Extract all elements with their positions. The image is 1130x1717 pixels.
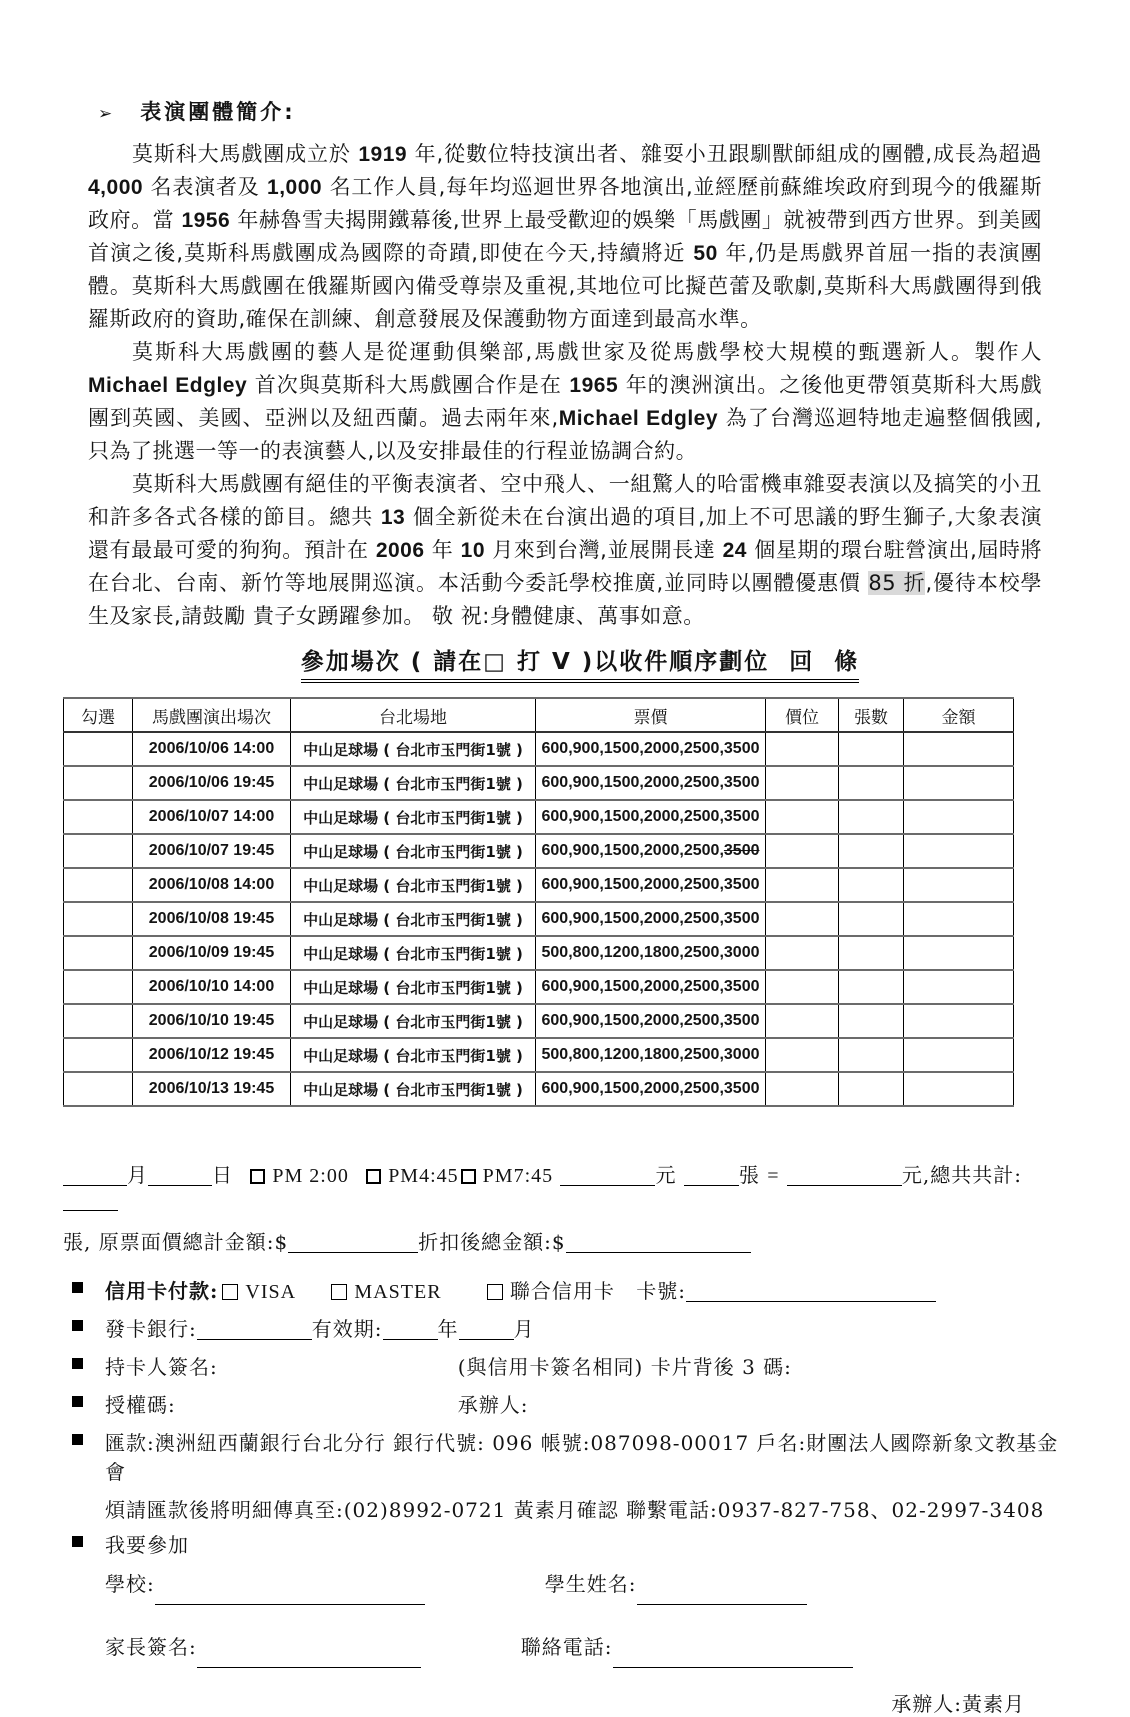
grand-total-blank[interactable] bbox=[63, 1195, 118, 1211]
valid-month-blank[interactable] bbox=[459, 1324, 514, 1340]
qty-cell[interactable] bbox=[839, 970, 904, 1004]
check-cell[interactable] bbox=[64, 834, 133, 868]
text-segment: 月來到台灣,並展開長達 bbox=[485, 538, 723, 562]
col-header-showtime: 馬戲團演出場次 bbox=[133, 698, 291, 732]
school-label: 學校: bbox=[105, 1572, 155, 1596]
zhang-label: 張 bbox=[738, 1163, 760, 1187]
check-cell[interactable] bbox=[64, 732, 133, 766]
showtime-cell: 2006/10/07 14:00 bbox=[133, 800, 291, 834]
qty-cell[interactable] bbox=[839, 868, 904, 902]
text-segment: 年赫魯雪夫揭開鐵幕後,世界上最受歡迎的娛樂「馬戲團」就被帶到西方世界。到美國首演之後,莫斯科馬戲團成為國際的奇蹟,即使在今天,持續將近 bbox=[88, 208, 1042, 265]
credit-pay-label: 信用卡付款: bbox=[105, 1279, 219, 1303]
price-cell bbox=[536, 1004, 766, 1038]
venue-cell: 中山足球場 ( 台北市玉門街1號 ) bbox=[291, 834, 536, 868]
check-cell[interactable] bbox=[64, 1004, 133, 1038]
text-segment: 1,000 bbox=[267, 176, 323, 199]
qty-blank[interactable] bbox=[684, 1170, 739, 1186]
tier-cell[interactable] bbox=[766, 902, 839, 936]
parent-sign-blank[interactable] bbox=[197, 1652, 421, 1668]
price-text: 600,900,1500,2000,2500,3500 bbox=[541, 876, 760, 893]
table-row bbox=[64, 970, 1014, 1004]
text-segment: 莫斯科大馬戲團成立於 bbox=[132, 142, 359, 166]
qty-cell[interactable] bbox=[839, 800, 904, 834]
showtime-select-line bbox=[63, 1159, 1063, 1212]
showtime-cell: 2006/10/06 19:45 bbox=[133, 766, 291, 800]
valid-label: 有效期: bbox=[311, 1317, 383, 1341]
showtime-cell: 2006/10/12 19:45 bbox=[133, 1038, 291, 1072]
price-text: 600,900,1500,2000,2500,3500 bbox=[541, 1080, 760, 1097]
check-cell[interactable] bbox=[64, 766, 133, 800]
parent-contact-row bbox=[63, 1631, 1063, 1668]
qty-cell[interactable] bbox=[839, 902, 904, 936]
amount-cell[interactable] bbox=[904, 1004, 1014, 1038]
venue-cell: 中山足球場 ( 台北市玉門街1號 ) bbox=[291, 766, 536, 800]
venue-cell: 中山足球場 ( 台北市玉門街1號 ) bbox=[291, 868, 536, 902]
credit-card-line bbox=[63, 1275, 1063, 1304]
table-row bbox=[64, 800, 1014, 834]
pm745-label: PM7:45 bbox=[482, 1165, 554, 1187]
showtime-cell: 2006/10/07 19:45 bbox=[133, 834, 291, 868]
issuer-line bbox=[63, 1313, 1063, 1342]
price-cell bbox=[536, 1072, 766, 1106]
table-row bbox=[64, 1072, 1014, 1106]
card-no-label: 卡號: bbox=[636, 1279, 687, 1303]
text-segment: Michael Edgley bbox=[88, 374, 248, 397]
intro-paragraph-3 bbox=[88, 468, 1042, 633]
yuan-label: 元 bbox=[655, 1163, 677, 1187]
price-text: 500,800,1200,1800,2500,3000 bbox=[541, 1046, 760, 1063]
qty-cell[interactable] bbox=[839, 1038, 904, 1072]
price-cell bbox=[536, 936, 766, 970]
school-blank[interactable] bbox=[155, 1589, 425, 1605]
valid-month-label: 月 bbox=[513, 1317, 535, 1341]
qty-cell[interactable] bbox=[839, 1072, 904, 1106]
month-blank[interactable] bbox=[63, 1170, 127, 1186]
handler-footer: 承辦人:黃素月 bbox=[891, 1692, 1025, 1716]
text-segment: 1956 bbox=[181, 209, 231, 232]
table-row bbox=[64, 868, 1014, 902]
text-segment: Michael Edgley bbox=[558, 407, 719, 430]
col-header-price: 票價 bbox=[536, 698, 766, 732]
price-cell bbox=[536, 834, 766, 868]
intro-paragraph-2 bbox=[88, 336, 1042, 468]
venue-cell: 中山足球場 ( 台北市玉門街1號 ) bbox=[291, 902, 536, 936]
year-label: 年 bbox=[437, 1317, 459, 1341]
price-text: 600,900,1500,2000,2500,3500 bbox=[541, 740, 760, 757]
qty-cell[interactable] bbox=[839, 936, 904, 970]
price-cell bbox=[536, 800, 766, 834]
table-row bbox=[64, 1038, 1014, 1072]
student-name-label: 學生姓名: bbox=[544, 1572, 637, 1596]
grand-total-label: 元,總共共計: bbox=[901, 1163, 1022, 1187]
amount-cell[interactable] bbox=[904, 800, 1014, 834]
month-label: 月 bbox=[127, 1163, 148, 1187]
auth-code-label: 授權碼: bbox=[105, 1393, 176, 1417]
day-label: 日 bbox=[212, 1163, 233, 1187]
amount-cell[interactable] bbox=[904, 970, 1014, 1004]
qty-cell[interactable] bbox=[839, 834, 904, 868]
contact-phone-label: 聯絡電話: bbox=[520, 1635, 613, 1659]
square-bullet-icon bbox=[72, 1320, 83, 1331]
qty-cell[interactable] bbox=[839, 1004, 904, 1038]
remittance-fax-info: 煩請匯款後將明細傳真至:(02)8992-0721 黃素月確認 聯繫電話:0937-827-758、02-2997-3408 bbox=[105, 1498, 1045, 1522]
table-row bbox=[64, 766, 1014, 800]
text-segment: 4,000 bbox=[88, 176, 144, 199]
text-segment: 年,仍是馬戲界首屈一指的表演團體。莫斯科大馬戲團在俄羅斯國內備受尊崇及重視,其地位可比擬芭蕾及歌劇,莫斯科大馬戲團得到俄羅斯政府的資助,確保在訓練、創意發展及保護動物方面達到最高水準。 bbox=[88, 241, 1042, 331]
discount-total-label: 折扣後總金額:$ bbox=[418, 1230, 566, 1254]
schedule-table bbox=[63, 697, 1014, 1107]
price-cell bbox=[536, 732, 766, 766]
tier-cell[interactable] bbox=[766, 834, 839, 868]
amount-cell[interactable] bbox=[904, 732, 1014, 766]
amount-cell[interactable] bbox=[904, 766, 1014, 800]
cardholder-sign-label: 持卡人簽名: bbox=[105, 1355, 218, 1379]
amount-cell[interactable] bbox=[904, 902, 1014, 936]
tier-cell[interactable] bbox=[766, 1038, 839, 1072]
table-header-row bbox=[64, 698, 1014, 732]
intro-heading bbox=[98, 96, 1042, 126]
square-bullet-icon bbox=[72, 1536, 83, 1547]
subtotal-blank[interactable] bbox=[787, 1170, 902, 1186]
square-bullet-icon bbox=[72, 1282, 83, 1293]
col-header-tier: 價位 bbox=[766, 698, 839, 732]
amount-cell[interactable] bbox=[904, 834, 1014, 868]
check-cell[interactable] bbox=[64, 902, 133, 936]
text-segment: ,優待本校學生及家長,請鼓勵 貴子女踴躍參加。 敬 祝:身體健康、萬事如意。 bbox=[88, 571, 1042, 628]
arrow-bullet-icon: ➢ bbox=[98, 104, 113, 124]
text-segment: 13 bbox=[380, 506, 406, 529]
price-text: 600,900,1500,2000,2500,3500 bbox=[541, 808, 760, 825]
cardholder-sign-line bbox=[63, 1351, 1063, 1380]
face-total-label: 張, 原票面價總計金額:$ bbox=[63, 1230, 289, 1254]
card-no-blank[interactable] bbox=[686, 1286, 936, 1302]
venue-cell: 中山足球場 ( 台北市玉門街1號 ) bbox=[291, 800, 536, 834]
price-cell bbox=[536, 868, 766, 902]
master-label: MASTER bbox=[354, 1281, 442, 1303]
intro-paragraph-1 bbox=[88, 138, 1042, 336]
price-text: 600,900,1500,2000,2500,3500 bbox=[541, 978, 760, 995]
tier-cell[interactable] bbox=[766, 1072, 839, 1106]
showtime-cell: 2006/10/06 14:00 bbox=[133, 732, 291, 766]
contact-phone-blank[interactable] bbox=[613, 1652, 853, 1668]
text-segment: 50 bbox=[693, 242, 718, 265]
tier-cell[interactable] bbox=[766, 800, 839, 834]
order-form-section bbox=[63, 1159, 1063, 1717]
remittance-fax-line bbox=[63, 1494, 1063, 1523]
price-text: 600,900,1500,2000,2500,3500 bbox=[541, 774, 760, 791]
day-blank[interactable] bbox=[148, 1170, 212, 1186]
pm445-checkbox[interactable] bbox=[366, 1169, 381, 1184]
col-header-check: 勾選 bbox=[64, 698, 133, 732]
price-cell bbox=[536, 1038, 766, 1072]
amount-cell[interactable] bbox=[904, 1038, 1014, 1072]
text-segment: 2006 bbox=[375, 539, 425, 562]
price-cell bbox=[536, 766, 766, 800]
face-total-blank[interactable] bbox=[288, 1237, 418, 1253]
showtime-cell: 2006/10/08 14:00 bbox=[133, 868, 291, 902]
tier-cell[interactable] bbox=[766, 766, 839, 800]
issuer-label: 發卡銀行: bbox=[105, 1317, 197, 1341]
discount-total-blank[interactable] bbox=[566, 1237, 751, 1253]
amount-cell[interactable] bbox=[904, 1072, 1014, 1106]
text-segment: 年,從數位特技演出者、雜耍小丑跟馴獸師組成的團體,成長為超過 bbox=[407, 142, 1042, 166]
totals-line bbox=[63, 1226, 1063, 1255]
table-row bbox=[64, 936, 1014, 970]
text-segment: 名表演者及 bbox=[143, 175, 268, 199]
square-bullet-icon bbox=[72, 1434, 83, 1445]
join-label: 我要參加 bbox=[105, 1533, 189, 1557]
showtime-cell: 2006/10/10 19:45 bbox=[133, 1004, 291, 1038]
visa-checkbox[interactable] bbox=[222, 1284, 238, 1300]
pm745-checkbox[interactable] bbox=[461, 1169, 476, 1184]
showtime-cell: 2006/10/08 19:45 bbox=[133, 902, 291, 936]
pm445-label: PM4:45 bbox=[388, 1165, 459, 1187]
table-row bbox=[64, 732, 1014, 766]
showtime-cell: 2006/10/13 19:45 bbox=[133, 1072, 291, 1106]
union-card-label: 聯合信用卡 bbox=[509, 1279, 615, 1303]
table-row bbox=[64, 1004, 1014, 1038]
text-segment: 年的澳洲演出。之後他更帶領莫斯科大馬戲團到英國、美國、亞洲以及紐西蘭。過去兩年來, bbox=[88, 373, 1042, 430]
price-cell bbox=[536, 970, 766, 1004]
tier-cell[interactable] bbox=[766, 936, 839, 970]
venue-cell: 中山足球場 ( 台北市玉門街1號 ) bbox=[291, 1072, 536, 1106]
form-title: 參加場次 ( 請在□ 打 V )以收件順序劃位 回 條 bbox=[301, 643, 860, 683]
col-header-amount: 金額 bbox=[904, 698, 1014, 732]
remittance-info: 匯款:澳洲紐西蘭銀行台北分行 銀行代號: 096 帳號:087098-00017 戶名:財團法人國際新象文教基金會 bbox=[105, 1431, 1059, 1484]
text-segment: 個星期的環台駐營演出,屆時將在台北、台南、新竹等地展開巡演。本活動今委託學校推廣,並同時以團體優惠價 bbox=[88, 538, 1042, 595]
price-text: 600,900,1500,2000,2500,3500 bbox=[541, 1012, 760, 1029]
join-line bbox=[63, 1529, 1063, 1558]
venue-cell: 中山足球場 ( 台北市玉門街1號 ) bbox=[291, 732, 536, 766]
price-text: 500,800,1200,1800,2500,3000 bbox=[541, 944, 760, 961]
table-row bbox=[64, 834, 1014, 868]
text-segment: 1919 bbox=[358, 143, 408, 166]
price-text: 600,900,1500,2000,2500, bbox=[541, 842, 724, 859]
check-cell[interactable] bbox=[64, 936, 133, 970]
venue-cell: 中山足球場 ( 台北市玉門街1號 ) bbox=[291, 970, 536, 1004]
tier-cell[interactable] bbox=[766, 1004, 839, 1038]
check-cell[interactable] bbox=[64, 800, 133, 834]
venue-cell: 中山足球場 ( 台北市玉門街1號 ) bbox=[291, 1038, 536, 1072]
price-cell bbox=[536, 902, 766, 936]
price-blank[interactable] bbox=[560, 1170, 655, 1186]
text-segment: 名工作人員,每年均巡迴世界各地演出,並經歷前蘇維埃政府到現今的俄羅斯政府。當 bbox=[88, 175, 1042, 232]
qty-cell[interactable] bbox=[839, 732, 904, 766]
sign-note-label: (與信用卡簽名相同) 卡片背後 3 碼: bbox=[457, 1355, 792, 1379]
text-segment: 年 bbox=[424, 538, 461, 562]
tier-cell[interactable] bbox=[766, 732, 839, 766]
master-checkbox[interactable] bbox=[331, 1284, 347, 1300]
handler-label: 承辦人: bbox=[457, 1393, 529, 1417]
valid-year-blank[interactable] bbox=[383, 1324, 438, 1340]
issuer-blank[interactable] bbox=[197, 1324, 312, 1340]
visa-label: VISA bbox=[245, 1281, 297, 1303]
highlighted-text: 85 折 bbox=[868, 571, 926, 595]
table-row bbox=[64, 902, 1014, 936]
amount-cell[interactable] bbox=[904, 936, 1014, 970]
qty-cell[interactable] bbox=[839, 766, 904, 800]
venue-cell: 中山足球場 ( 台北市玉門街1號 ) bbox=[291, 1004, 536, 1038]
union-card-checkbox[interactable] bbox=[487, 1284, 503, 1300]
section-heading-label: 表演團體簡介: bbox=[140, 100, 296, 124]
tier-cell[interactable] bbox=[766, 970, 839, 1004]
text-segment: 為了台灣巡迴特地走遍整個俄國,只為了挑選一等一的表演藝人,以及安排最佳的行程並協調合約。 bbox=[88, 406, 1042, 463]
school-student-row bbox=[63, 1568, 1063, 1605]
text-segment: 首次與莫斯科大馬戲團合作是在 bbox=[247, 373, 570, 397]
remittance-line bbox=[63, 1427, 1063, 1485]
pm2-label: PM 2:00 bbox=[272, 1165, 349, 1187]
amount-cell[interactable] bbox=[904, 868, 1014, 902]
showtime-cell: 2006/10/09 19:45 bbox=[133, 936, 291, 970]
check-cell[interactable] bbox=[64, 868, 133, 902]
form-title-row bbox=[118, 643, 1042, 683]
square-bullet-icon bbox=[72, 1358, 83, 1369]
struck-price-text: 3500 bbox=[723, 842, 760, 859]
col-header-qty: 張數 bbox=[839, 698, 904, 732]
tier-cell[interactable] bbox=[766, 868, 839, 902]
text-segment: 10 bbox=[460, 539, 486, 562]
check-cell[interactable] bbox=[64, 1072, 133, 1106]
check-cell[interactable] bbox=[64, 970, 133, 1004]
text-segment: 1965 bbox=[569, 374, 619, 397]
text-segment: 24 bbox=[722, 539, 747, 562]
square-bullet-icon bbox=[72, 1396, 83, 1407]
col-header-venue: 台北場地 bbox=[291, 698, 536, 732]
price-text: 600,900,1500,2000,2500,3500 bbox=[541, 910, 760, 927]
text-segment: 莫斯科大馬戲團有絕佳的平衡表演者、空中飛人、一組驚人的哈雷機車雜耍表演以及搞笑的小丑和許多各式各樣的節目。總共 bbox=[88, 472, 1042, 529]
text-segment: 莫斯科大馬戲團的藝人是從運動俱樂部,馬戲世家及從馬戲學校大規模的甄選新人。製作人 bbox=[132, 340, 1042, 364]
showtime-cell: 2006/10/10 14:00 bbox=[133, 970, 291, 1004]
check-cell[interactable] bbox=[64, 1038, 133, 1072]
venue-cell: 中山足球場 ( 台北市玉門街1號 ) bbox=[291, 936, 536, 970]
text-segment: 個全新從未在台演出過的項目,加上不可思議的野生獅子,大象表演還有最最可愛的狗狗。預計在 bbox=[88, 505, 1042, 562]
parent-sign-label: 家長簽名: bbox=[105, 1635, 197, 1659]
auth-code-line bbox=[63, 1389, 1063, 1418]
student-name-blank[interactable] bbox=[637, 1589, 807, 1605]
equals-sign: = bbox=[767, 1165, 780, 1187]
pm2-checkbox[interactable] bbox=[250, 1169, 265, 1184]
